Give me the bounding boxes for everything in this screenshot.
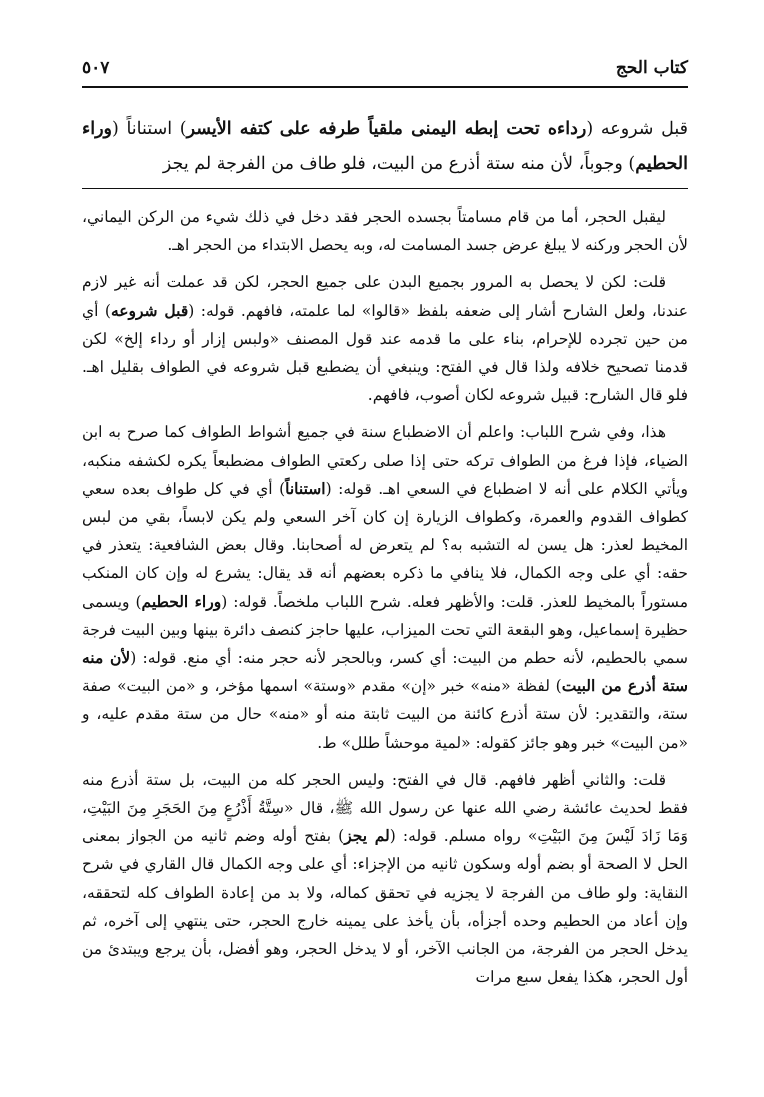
text-segment: قلت: لكن لا يحصل به المرور بجميع البدن على جميع الحجر، لكن قد عملت أنه غير لازم عندنا، ولعل الشارح أشار إلى ضعفه بلفظ «قالوا» لما علمته، فافهم. قوله: ( [82,273,688,320]
text-segment: ) لفظة «منه» خبر «إن» مقدم «وستة» اسمها مؤخر، و «من البيت» صفة ستة، والتقدير: لأن ستة أذرع كائنة من البيت ثابتة منه أو «منه» حال من ستة مقدم عليه، و «من البيت» خبر وهو جائز كقوله: «لمية موحشاً طلل» ط. [82,677,688,752]
commentary-paragraph [82,766,688,992]
quoted-lemma: لأن منه ستة أذرع من البيت [82,648,689,696]
text-segment: ) أي من حين تجرده للإحرام، بناء على ما قدمه عند قول المصنف «ولبس إزار أو رداء إلخ» لكن قدمنا تصحيح خلافه ولذا قال في الفتح: وينبغي أن يضطبع قبل شروعه في الطواف بقليل اهـ. فلو قال الشارح: قبيل شروعه لكان أصوب، فافهم. [82,301,688,405]
main-text [82,112,688,182]
separator-rule [82,188,688,189]
main-text-bold-phrase: رداءه تحت إبطه اليمنى ملقياً طرفه على كتفه الأيسر [186,119,587,139]
text-segment: ليقبل الحجر، أما من قام مسامتاً بجسده الحجر فقد دخل في ذلك شيء من الركن اليماني، لأن الحجر وركنه لا يبلغ عرض جسد المسامت له، وبه يحصل الابتداء من الحجر اهـ. [82,208,688,255]
quoted-lemma: لم يجز [344,826,390,846]
main-text-segment: قبل شروعه ( [586,119,689,139]
quoted-lemma: قبل شروعه [110,300,189,320]
quoted-lemma: وراء الحطيم [141,591,222,611]
commentary-paragraph [82,203,688,259]
commentary [82,203,688,991]
page-header [82,56,688,88]
running-title: كتاب الحج [615,58,688,78]
main-text-bold-phrase: وراء الحطيم [82,119,688,174]
page-number: ٥٠٧ [82,58,110,78]
commentary-paragraph [82,268,688,409]
main-text-segment: ) استناناً ( [112,119,187,139]
text-segment: ) بفتح أوله وضم ثانيه من الجواز بمعنى الحل لا الصحة أو بضم أوله وسكون ثانيه من الإجزاء: أي على وجه الكمال قال القاري في شرح النقاية: ولو طاف من الفرجة لا يجزيه في تحقق كماله، ولا بد من إعادة الطواف كله لتحققه، وإن أعاد من الحطيم وحده أجزأه، بأن يأخذ على يمينه خارج الحجر، حتى ينتهي إلى آخره، ثم يدخل الحجر من الفرجة، من الجانب الآخر، أو لا يدخل الحجر، وهو أفضل، بأن يرجع ويبتدئ من أول الحجر، هكذا يفعل سبع مرات [82,827,688,987]
main-text-segment: ) وجوباً، لأن منه ستة أذرع من البيت، فلو طاف من الفرجة لم يجز [162,154,636,174]
text-segment: ) ويسمى حظيرة إسماعيل، وهو البقعة التي تحت الميزاب، عليها حاجز كنصف دائرة بينها وبين البيت فرجة سمي بالحطيم، لأنه حطم من البيت: أي كسر، وبالحجر لأنه حجر منه: أي منع. قوله: ( [82,592,688,668]
text-segment: ) أي في كل طواف بعده سعي كطواف القدوم والعمرة، وكطواف الزيارة إن كان آخر السعي ولم يكن لابساً، بقي من لبس المخيط لعذر: هل يسن له التشبه به؟ لم يتعرض له أصحابنا. وقال بعض الشافعية: يتعذر في حقه: أي على وجه الكمال، فلا ينافي ما ذكره بعضهم أنه قد يقال: يشرع له وإن كان المنكب مستوراً بالمخيط للعذر. قلت: والأظهر فعله. شرح اللباب ملخصاً. قوله: ( [82,479,688,611]
text-segment: قلت: والثاني أظهر فافهم. قال في الفتح: وليس الحجر كله من البيت، بل ستة أذرع منه فقط لحديث عائشة رضي الله عنها عن رسول الله ﷺ، قال «سِتَّةُ أَذْرُعٍ مِنَ الحَجَرِ مِنَ البَيْتِ، وَمَا زَادَ لَيْسَ مِنَ البَيْتِ» رواه مسلم. قوله: ( [82,770,688,846]
commentary-paragraph [82,418,688,756]
quoted-lemma: استناناً [285,478,326,498]
text-segment: هذا، وفي شرح اللباب: واعلم أن الاضطباع سنة في جميع أشواط الطواف كما صرح به ابن الضياء، فإذا فرغ من الطواف تركه حتى إذا صلى ركعتي الطواف مضطبعاً يكره لكشفه منكبه، ويأتي الكلام على أنه لا اضطباع في السعي اهـ. قوله: ( [82,423,688,498]
